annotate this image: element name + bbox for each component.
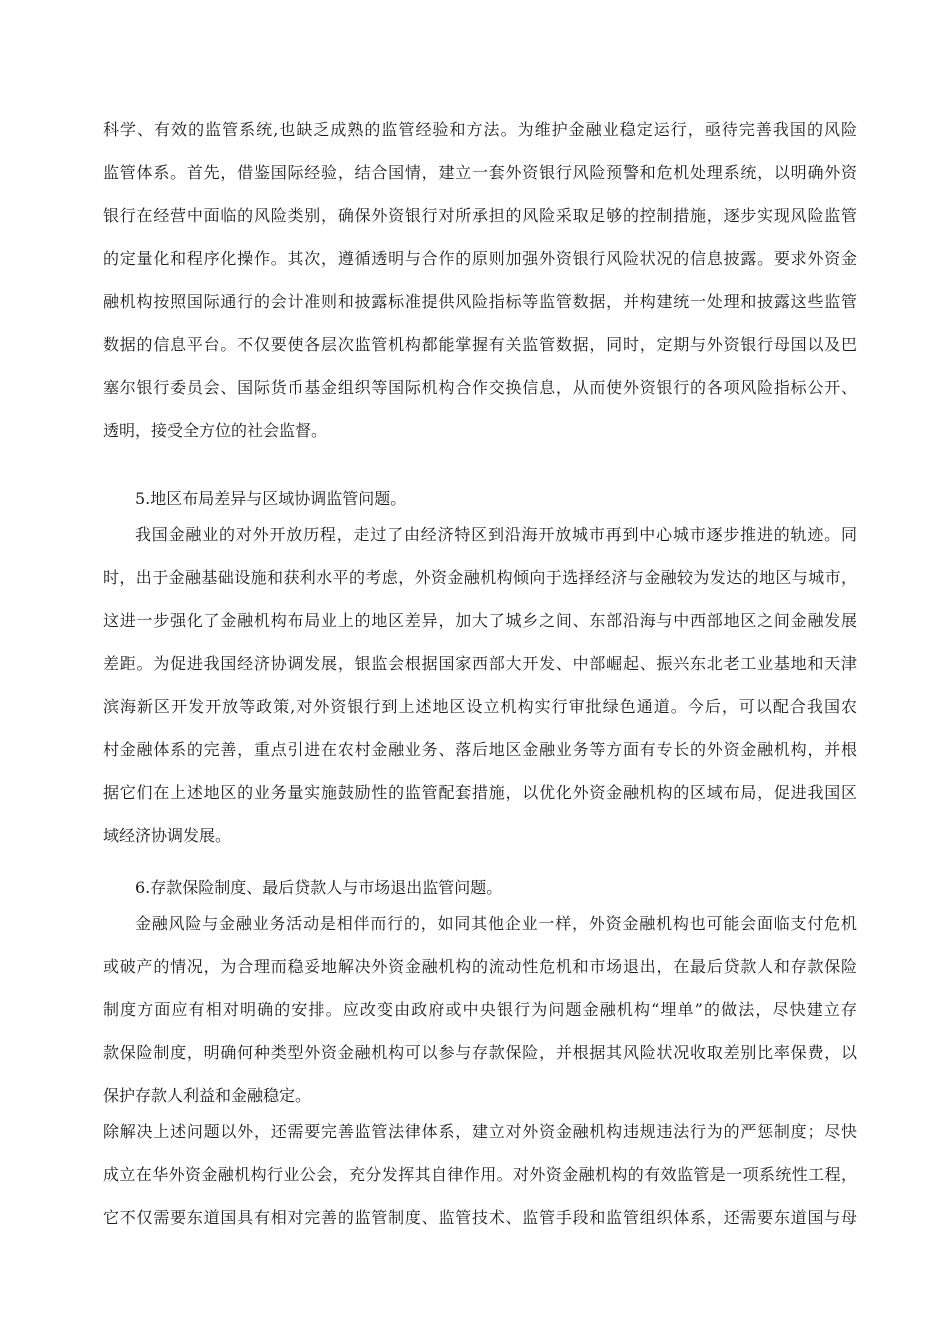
text-line: 透明，接受全方位的社会监督。 [103,421,328,440]
text-line: 我国金融业的对外开放历程，走过了由经济特区到沿海开放城市再到中心城市逐步推进的轨迹。同 [135,525,857,544]
text-line: 款保险制度，明确何种类型外资金融机构可以参与存款保险，并根据其风险状况收取差别比率保费，以 [103,1043,857,1062]
text-line: 这进一步强化了金融机构布局业上的地区差异，加大了城乡之间、东部沿海与中西部地区之间金融发展 [103,611,857,630]
text-line: 滨海新区开发开放等政策,对外资银行到上述地区设立机构实行审批绿色通道。今后，可以配合我国农 [103,697,857,716]
text-line: 制度方面应有相对明确的安排。应改变由政府或中央银行为问题金融机构“埋单”的做法，尽快建立存 [103,1000,857,1019]
text-line: 成立在华外资金融机构行业公会，充分发挥其自律作用。对外资金融机构的有效监管是一项系统性工程， [103,1165,857,1184]
section-heading: 6.存款保险制度、最后贷款人与市场退出监管问题。 [135,878,503,897]
text-line: 除解决上述问题以外，还需要完善监管法律体系，建立对外资金融机构违规违法行为的严惩制度；尽快 [103,1122,857,1141]
text-line: 数据的信息平台。不仅要使各层次监管机构都能掌握有关监管数据，同时，定期与外资银行母国以及巴 [103,335,857,354]
text-line: 差距。为促进我国经济协调发展，银监会根据国家西部大开发、中部崛起、振兴东北老工业基地和天津 [103,654,857,673]
text-line: 融机构按照国际通行的会计准则和披露标准提供风险指标等监管数据，并构建统一处理和披露这些监管 [103,292,857,311]
text-line: 或破产的情况，为合理而稳妥地解决外资金融机构的流动性危机和市场退出，在最后贷款人和存款保险 [103,957,857,976]
text-line: 塞尔银行委员会、国际货币基金组织等国际机构合作交换信息，从而使外资银行的各项风险指标公开、 [103,378,857,397]
text-line: 金融风险与金融业务活动是相伴而行的，如同其他企业一样，外资金融机构也可能会面临支付危机 [135,914,857,933]
text-line: 监管体系。首先，借鉴国际经验，结合国情，建立一套外资银行风险预警和危机处理系统，以明确外资 [103,163,857,182]
text-line: 保护存款人利益和金融稳定。 [103,1086,312,1105]
text-line: 的定量化和程序化操作。其次，遵循透明与合作的原则加强外资银行风险状况的信息披露。要求外资金 [103,249,857,268]
text-line: 时，出于金融基础设施和获利水平的考虑，外资金融机构倾向于选择经济与金融较为发达的地区与城市， [103,568,857,587]
text-line: 银行在经营中面临的风险类别，确保外资银行对所承担的风险采取足够的控制措施，逐步实现风险监管 [103,206,857,225]
text-line: 它不仅需要东道国具有相对完善的监管制度、监管技术、监管手段和监管组织体系，还需要东道国与母 [103,1208,857,1227]
text-line: 据它们在上述地区的业务量实施鼓励性的监管配套措施，以优化外资金融机构的区域布局，促进我国区 [103,783,857,802]
text-line: 科学、有效的监管系统,也缺乏成熟的监管经验和方法。为维护金融业稳定运行，亟待完善我国的风险 [103,120,857,139]
text-line: 域经济协调发展。 [103,826,232,845]
text-line: 村金融体系的完善，重点引进在农村金融业务、落后地区金融业务等方面有专长的外资金融机构，并根 [103,740,857,759]
section-heading: 5.地区布局差异与区域协调监管问题。 [135,489,407,508]
